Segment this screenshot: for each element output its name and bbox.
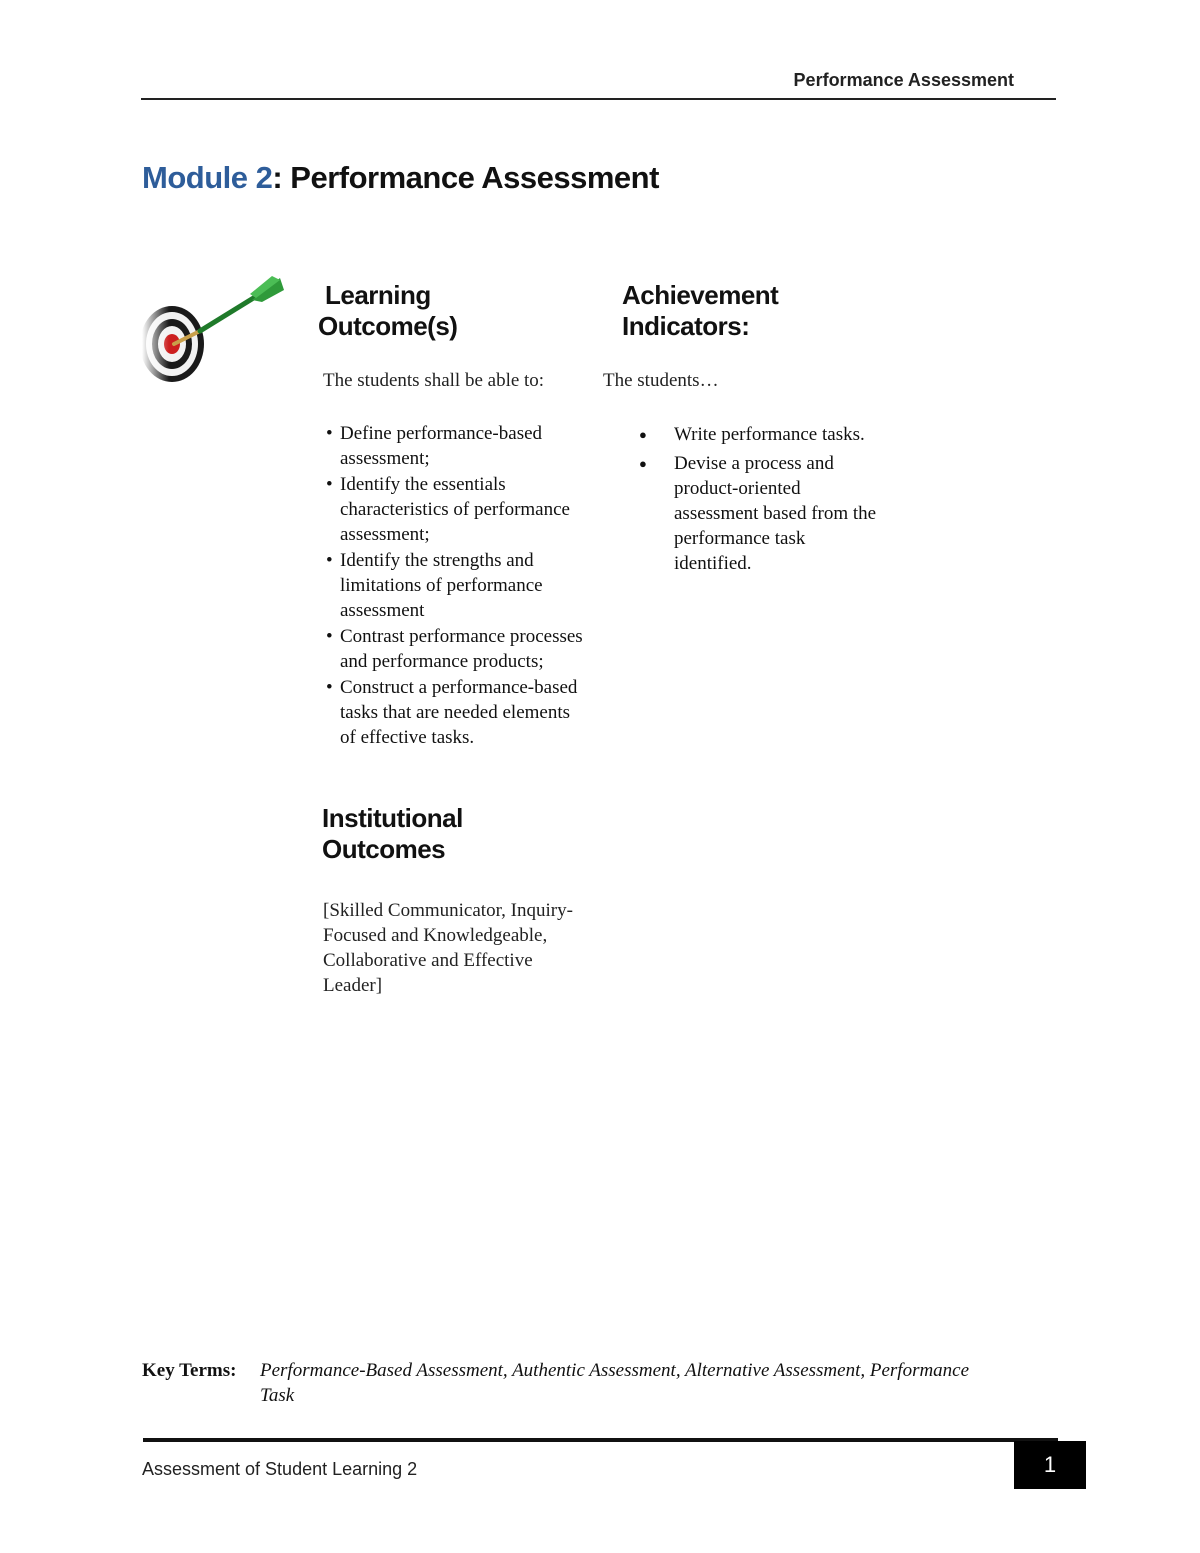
title-separator: : [272, 160, 291, 195]
module-number: Module 2 [142, 160, 273, 195]
heading-line: Outcomes [322, 834, 446, 864]
key-terms-label: Key Terms: [142, 1360, 237, 1381]
page-number: 1 [1014, 1441, 1086, 1489]
list-item: • Identify the strengths and limitations of performance assessment [322, 548, 584, 623]
dart-target-icon [142, 272, 287, 382]
heading-line: Indicators: [622, 311, 750, 341]
footer-divider [143, 1438, 1058, 1442]
list-item: • Define performance-based assessment; [322, 421, 584, 471]
module-name: Performance Assessment [290, 160, 659, 195]
list-item: • Contrast performance processes and performance products; [322, 624, 584, 674]
page-title [142, 160, 659, 196]
institutional-outcomes-heading [322, 803, 463, 865]
list-item: ● Write performance tasks. [639, 422, 879, 447]
header-divider [141, 98, 1056, 100]
institutional-outcomes-text: [Skilled Communicator, Inquiry-Focused and Knowledgeable, Collaborative and Effective Leader] [323, 900, 573, 996]
heading-line: Achievement [622, 280, 779, 310]
footer-course: Assessment of Student Learning 2 [142, 1459, 418, 1479]
key-terms-value: Performance-Based Assessment, Authentic Assessment, Alternative Assessment, Performance Task [260, 1360, 970, 1406]
heading-line: Outcome(s) [318, 311, 458, 341]
key-terms [142, 1358, 982, 1408]
list-item: • Identify the essentials characteristics of performance assessment; [322, 472, 584, 547]
achievement-indicators-heading [622, 280, 778, 342]
list-item: ● Devise a process and product-oriented assessment based from the performance task identified. [639, 451, 879, 576]
learning-outcomes-intro: The students shall be able to: [323, 370, 545, 391]
achievement-indicators-intro: The students… [603, 370, 719, 391]
running-header: Performance Assessment [793, 70, 1014, 90]
list-item: • Construct a performance-based tasks that are needed elements of effective tasks. [322, 675, 584, 750]
heading-line: Institutional [322, 803, 463, 833]
heading-line: Learning [325, 280, 431, 310]
achievement-indicators-list [639, 422, 879, 580]
learning-outcomes-list [322, 421, 584, 751]
learning-outcomes-heading [318, 280, 457, 342]
